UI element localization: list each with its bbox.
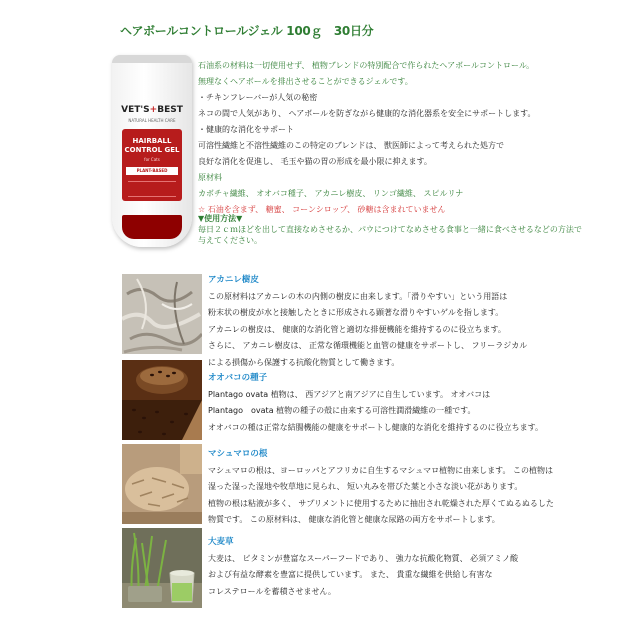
section-line: オオバコの種は正常な結腸機能の健康をサポートし健康的な消化を維持するのに役立ちます。 xyxy=(208,422,543,432)
warning-text: ☆ 石油を含まず、 糖蜜、 コーンシロップ、 砂糖は含まれていません xyxy=(198,205,446,214)
section-line: 湿った湿った湿地や牧草地に見られ、 短い丸みを帯びた葉と小さな淡い花があります。 xyxy=(208,482,523,491)
tube-formula-band: PLANT-BASED FORMULA xyxy=(126,167,178,175)
tube-cap xyxy=(122,215,182,239)
section-psyllium xyxy=(208,370,628,436)
barley-grass-image xyxy=(122,528,202,608)
section-line: Plantago ovata 植物の種子の殻に由来する可溶性潤滑繊維の一種です。 xyxy=(208,406,476,415)
section-line: コレステロールを蓄積させません。 xyxy=(208,586,336,596)
feature-heading-digestion: ・健康的な消化をサポート xyxy=(198,125,294,134)
section-barley-grass xyxy=(208,534,628,600)
section-line: および有益な酵素を豊富に提供しています。 また、 貴重な繊維を供給し有害な xyxy=(208,570,493,579)
tube-label-lines xyxy=(128,181,176,197)
section-slippery-elm xyxy=(208,272,628,371)
feature-text-digestion-2: 良好な消化を促進し、 毛玉や猫の胃の形成を最小限に抑えます。 xyxy=(198,157,432,166)
usage-heading: ▼使用方法▼ xyxy=(198,214,243,223)
section-marshmallow-root xyxy=(208,446,628,529)
page-title: ヘアボールコントロールジェル 100ｇ 30日分 xyxy=(120,24,374,38)
tube-product-name: HAIRBALL CONTROL GEL xyxy=(124,137,180,154)
usage-instructions xyxy=(198,213,628,246)
marshmallow-root-image xyxy=(122,444,202,524)
section-line: Plantago ovata 植物は、 西アジアと南アジアに自生しています。 オオバコは xyxy=(208,389,491,399)
tube-label-panel xyxy=(122,129,182,201)
section-line: 植物の根は粘液が多く、 サプリメントに使用するために抽出され乾燥された厚くてぬるぬるした xyxy=(208,498,554,508)
section-line: さらに、 アカニレ樹皮は、 正常な循環機能と血管の健康をサポートし、 フリーラジカル xyxy=(208,341,528,350)
product-description xyxy=(198,58,628,218)
section-line: この原材料はアカニレの木の内側の樹皮に由来します。「滑りやすい」という用語は xyxy=(208,291,508,301)
ingredients-list: カボチャ繊維、 オオバコ種子、 アカニレ樹皮、 リンゴ繊維、 スピルリナ xyxy=(198,189,464,198)
slippery-elm-bark-image xyxy=(122,274,202,354)
usage-line-2: 与えてください。 xyxy=(198,236,262,245)
section-line: 大麦は、 ビタミンが豊富なスーパーフードであり、 強力な抗酸化物質、 必須アミノ酸 xyxy=(208,553,519,563)
tube-product-subname: for Cats xyxy=(144,157,160,162)
section-line: アカニレの樹皮は、 健康的な消化管と適切な排便機能を維持するのに役立ちます。 xyxy=(208,324,506,334)
section-line: 粉末状の樹皮が水と接触したときに形成される顕著な滑りやすいゲルを指します。 xyxy=(208,308,504,317)
section-line: 物質です。 この原材料は、 健康な消化管と健康な尿路の両方をサポートします。 xyxy=(208,515,500,524)
section-title: マシュマロの根 xyxy=(208,449,268,459)
section-title: 大麦草 xyxy=(208,537,234,547)
feature-text-flavor: ネコの間で人気があり、 ヘアボールを防ぎながら健康的な消化器系を安全にサポートします。 xyxy=(198,109,536,118)
product-tube-image xyxy=(112,55,192,247)
tube-brand-subtitle: NATURAL HEALTH CARE xyxy=(128,118,176,123)
tube-brand-logo: VET'S+BEST xyxy=(121,105,183,115)
intro-line-1: 石油系の材料は一切使用せず、 植物ブレンドの特別配合で作られたヘアボールコントロール。 xyxy=(198,61,535,70)
section-title: アカニレ樹皮 xyxy=(208,275,259,285)
ingredients-label: 原材料 xyxy=(198,173,222,182)
psyllium-seed-image xyxy=(122,360,202,440)
feature-text-digestion-1: 可溶性繊維と不溶性繊維のこの特定のブレンドは、 獣医師によって考えられた処方で xyxy=(198,141,505,150)
usage-line-1: 毎日２ｃｍほどを出して直接なめさせるか、パウにつけてなめさせる食事と一緒に食べさせるなどの方法で xyxy=(198,225,582,234)
intro-line-2: 無理なくヘアボールを排出させることができるジェルです。 xyxy=(198,77,413,86)
section-line: による損傷から保護する抗酸化物質として働きます。 xyxy=(208,357,400,367)
section-line: マシュマロの根は、ヨーロッパとアフリカに自生するマシュマロ植物に由来します。 この植物は xyxy=(208,465,554,475)
section-title: オオバコの種子 xyxy=(208,373,268,383)
tube-crimp xyxy=(112,55,192,63)
feature-heading-flavor: ・チキンフレーバーが人気の秘密 xyxy=(198,93,318,102)
